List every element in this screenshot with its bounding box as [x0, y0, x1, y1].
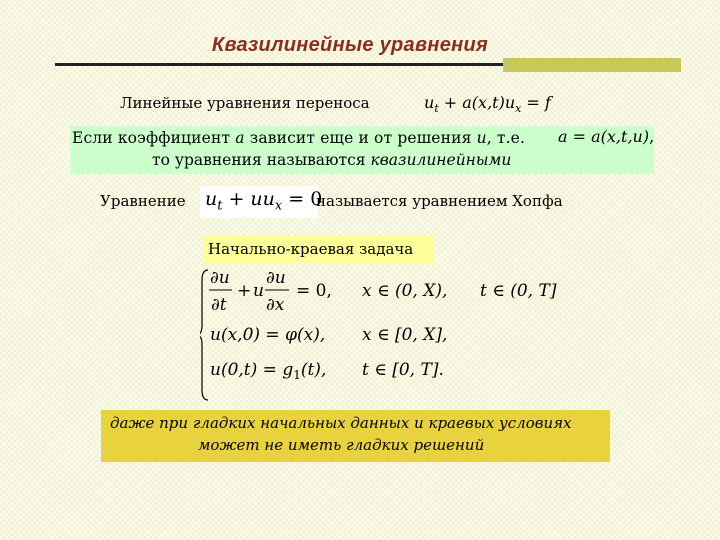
svg-text:u: u — [253, 281, 264, 301]
svg-text:u(0,t) = g1(t),: $u(0,t) = g_1(t)$, — [210, 360, 327, 382]
system-row-1 — [209, 268, 557, 315]
slide-title: Квазилинейные уравнения — [211, 34, 489, 56]
svg-text:∂t: ∂t — [211, 295, 227, 315]
system-row-2 — [210, 325, 447, 345]
quasilinear-definition-line1: Если коэффициент a зависит еще и от решения u, т.е. — [72, 129, 526, 147]
row1-domain-x: x ∈ (0, X), — [362, 281, 448, 301]
conclusion-line1: даже при гладких начальных данных и краевых условиях — [110, 414, 572, 432]
svg-text:∂u: ∂u — [210, 268, 230, 288]
system-row-3 — [210, 360, 444, 382]
svg-text:∂u: ∂u — [266, 268, 286, 288]
initial-condition: u(x,0) = φ(x), — [210, 325, 326, 345]
initial-boundary-system — [200, 268, 565, 402]
row3-domain: t ∈ [0, T]. — [362, 360, 444, 380]
svg-text:+: + — [237, 281, 252, 301]
task-label: Начально-краевая задача — [208, 240, 414, 258]
quasilinear-definition-line2: то уравнения называются квазилинейными — [152, 151, 512, 169]
coefficient-formula: a = a(x,t,u), — [558, 127, 655, 146]
svg-text:∂x: ∂x — [266, 295, 285, 315]
system-brace — [200, 270, 208, 400]
row2-domain: x ∈ [0, X], — [362, 325, 448, 345]
svg-text:= 0,: = 0, — [296, 281, 332, 301]
row1-domain-t: t ∈ (0, T] — [480, 281, 557, 301]
hopf-equation-label: Уравнение — [100, 192, 186, 210]
title-accent-bar — [503, 58, 681, 72]
linear-equation-formula: $u_t + a(x,t)u_x = f$ — [424, 93, 551, 115]
hopf-equation-description: называется уравнением Хопфа — [316, 192, 563, 210]
linear-equation-label: Линейные уравнения переноса — [120, 94, 370, 112]
hopf-equation-formula: $u_t + uu_x = 0$ — [205, 188, 323, 214]
conclusion-line2: может не иметь гладких решений — [198, 436, 485, 454]
